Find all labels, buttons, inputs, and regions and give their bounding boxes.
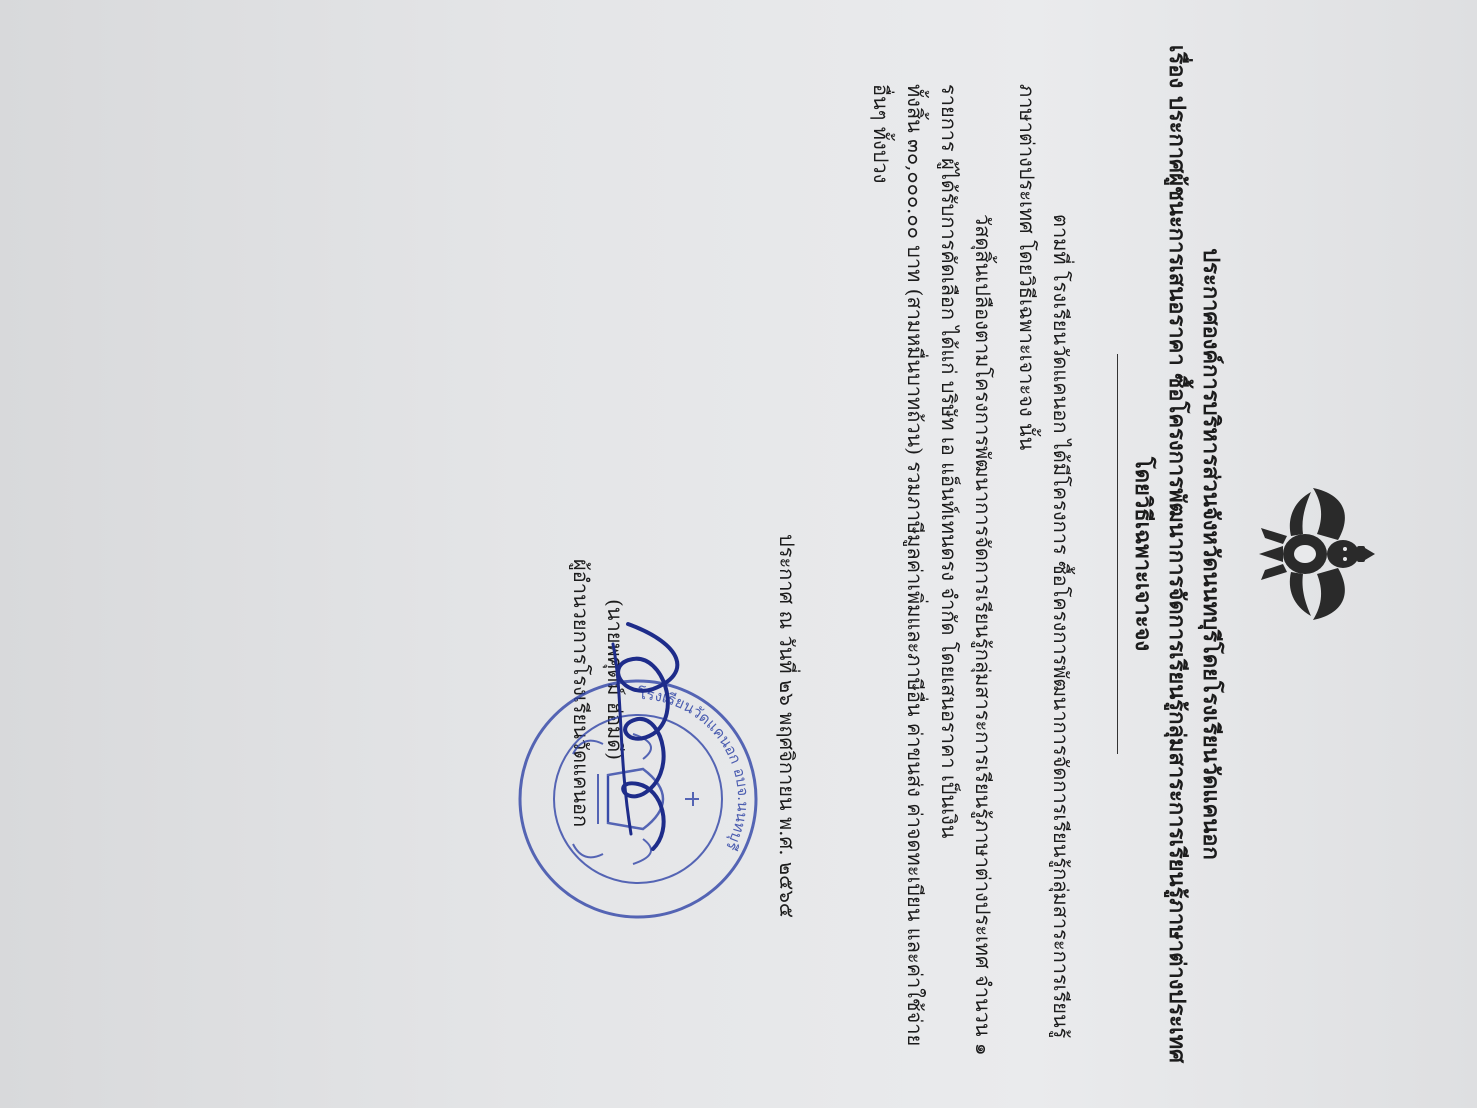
handwritten-signature	[573, 604, 723, 864]
announcement-body	[864, 84, 1078, 1054]
signer-position: ผู้อำนวยการโรงเรียนวัดแคนอก	[569, 559, 593, 828]
body-line: รายการ ผู้ได้รับการคัดเลือก ได้แก่ บริษัท เอ แอ็นท์เทนดรง จำกัด โดยเสนอราคา เป็นเงิน	[937, 84, 961, 839]
title-divider	[1117, 354, 1118, 754]
body-line: อื่นๆ ทั้งปวง	[869, 84, 893, 184]
body-line: ทั้งสิ้น ๓๐,๐๐๐.๐๐ บาท (สามหมื่นบาทถ้วน) รวมภาษีมูลค่าเพิ่มและภาษีอื่น ค่าขนส่ง ค่าจดทะเบียน และค่าใช้จ่าย	[903, 84, 927, 1047]
announcement-date: ประกาศ ณ วันที่ ๒๖ พฤศจิกายน พ.ศ. ๒๕๖๕	[775, 534, 799, 919]
method-title: โดยวิธีเฉพาะเจาะจง	[1130, 456, 1156, 652]
title-block	[1126, 14, 1228, 1094]
seal-text: โรงเรียนวัดแคนอก อบจ.นนทบุรี	[637, 684, 753, 854]
agency-title: ประกาศองค์การบริหารส่วนจังหวัดนนทบุรีโดยโรงเรียนวัดแคนอก	[1198, 248, 1224, 860]
signer-name: (นายพศุตม์ ฮ่อมดี)	[603, 599, 627, 761]
subject-title: เรื่อง ประกาศผู้ชนะการเสนอราคา ซื้อโครงการพัฒนาการจัดการเรียนรู้กลุ่มสาระการเรียนรู้ภาษาต่างประเทศ	[1164, 44, 1190, 1064]
garuda-emblem	[1253, 484, 1383, 624]
body-line: วัสดุสิ้นเปลืองตามโครงการพัฒนาการจัดการเรียนรู้กลุ่มสาระการเรียนรู้ภาษาต่างประเทศ จำนวน ๑	[971, 214, 995, 1056]
body-line: ตามที่ โรงเรียนวัดแคนอก ได้มีโครงการ ซื้อโครงการพัฒนาการจัดการเรียนรู้กลุ่มสาระการเรียนรู้	[1049, 214, 1073, 1039]
body-line: ภาษาต่างประเทศ โดยวิธีเฉพาะเจาะจง นั้น	[1015, 84, 1039, 451]
document-page	[53, 14, 1423, 1094]
